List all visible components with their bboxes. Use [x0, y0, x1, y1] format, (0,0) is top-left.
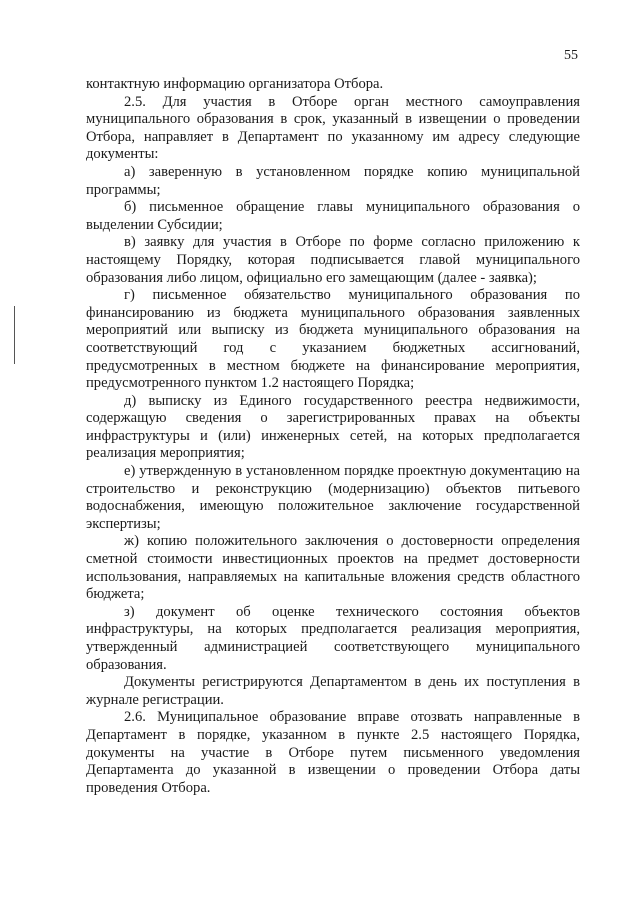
paragraph-2-5: 2.5. Для участия в Отборе орган местного самоуправления муниципального образования в срок, указанный в извещении о проведении Отбора, направляет в Департамент по указанному им адресу следующие документы:	[86, 93, 580, 163]
list-item-d: д) выписку из Единого государственного реестра недвижимости, содержащую сведения о зарегистрированных правах на объекты инфраструктуры и (или) инженерных сетей, на которых предполагается реализация мероприятия;	[86, 392, 580, 462]
list-item-a: а) заверенную в установленном порядке копию муниципальной программы;	[86, 163, 580, 198]
margin-scan-mark	[14, 306, 15, 364]
list-item-z: з) документ об оценке технического состояния объектов инфраструктуры, на которых предполагается реализация мероприятия, утвержденный администрацией соответствующего муниципального образования.	[86, 603, 580, 673]
paragraph-2-6: 2.6. Муниципальное образование вправе отозвать направленные в Департамент в порядке, указанном в пункте 2.5 настоящего Порядка, документы на участие в Отборе путем письменного уведомления Департамента до указанной в извещении о проведении Отбора даты проведения Отбора.	[86, 709, 580, 796]
page-number: 55	[564, 48, 578, 63]
list-item-g: г) письменное обязательство муниципального образования по финансированию из бюджета муниципального образования заявленных мероприятий или выписку из бюджета муниципального образования на соответствующий год с указанием бюджетных ассигнований, предусмотренных в местном бюджете на финансирование мероприятия, предусмотренного пунктом 1.2 настоящего Порядка;	[86, 287, 580, 392]
list-item-b: б) письменное обращение главы муниципального образования о выделении Субсидии;	[86, 199, 580, 233]
list-item-e: е) утвержденную в установленном порядке проектную документацию на строительство и реконструкцию (модернизацию) объектов питьевого водоснабжения, имеющую положительное заключение государственной экспертизы;	[86, 463, 580, 532]
list-item-zh: ж) копию положительного заключения о достоверности определения сметной стоимости инвестиционных проектов на предмет достоверности использования, направляемых на капитальные вложения средств областного бюджета;	[86, 533, 580, 603]
list-item-v: в) заявку для участия в Отборе по форме согласно приложению к настоящему Порядку, которая подписывается главой муниципального образования либо лицом, официально его замещающим (далее - заявка);	[86, 234, 580, 286]
paragraph-registration: Документы регистрируются Департаментом в день их поступления в журнале регистрации.	[86, 674, 580, 708]
paragraph-contact-info: контактную информацию организатора Отбора.	[86, 76, 384, 92]
document-body	[86, 76, 580, 797]
